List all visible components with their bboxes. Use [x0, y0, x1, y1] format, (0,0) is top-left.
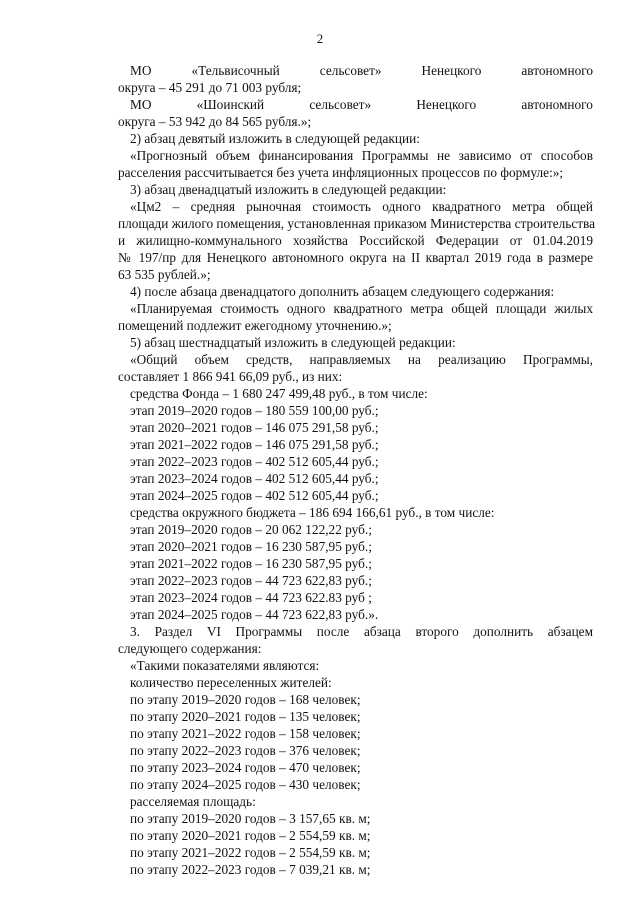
word: «Шоинский [196, 97, 265, 112]
text-line: помещений подлежит ежегодному уточнению.»; [118, 318, 392, 333]
word: МО [130, 63, 152, 78]
text-line: «Цм2 – средняя рыночная стоимость одного квадратного метра общей [130, 199, 593, 214]
text-line [130, 96, 593, 113]
text-line: площади жилого помещения, установленная приказом Министерства строительства [118, 216, 596, 231]
word: автономного [521, 97, 593, 112]
text-line: следующего содержания: [118, 641, 262, 656]
text-line: расселяемая площадь: [130, 794, 256, 809]
text-line: этап 2019–2020 годов – 180 559 100,00 руб.; [130, 403, 379, 418]
text-line: этап 2024–2025 годов – 402 512 605,44 руб.; [130, 488, 379, 503]
text-line: 63 535 рублей.»; [118, 267, 211, 282]
text-line: 2) абзац девятый изложить в следующей редакции: [130, 131, 420, 146]
text-line: составляет 1 866 941 66,09 руб., из них: [118, 369, 343, 384]
text-line: этап 2020–2021 годов – 146 075 291,58 руб.; [130, 420, 379, 435]
text-line: средства Фонда – 1 680 247 499,48 руб., в том числе: [130, 386, 428, 401]
text-line: этап 2023–2024 годов – 402 512 605,44 руб.; [130, 471, 379, 486]
text-line: расселения рассчитывается без учета инфляционных процессов по формуле:»; [118, 165, 564, 180]
text-line: по этапу 2021–2022 годов – 158 человек; [130, 726, 361, 741]
text-line: количество переселенных жителей: [130, 675, 332, 690]
text-line: 4) после абзаца двенадцатого дополнить абзацем следующего содержания: [130, 284, 555, 299]
word: автономного [521, 63, 593, 78]
text-line: по этапу 2024–2025 годов – 430 человек; [130, 777, 361, 792]
word: Ненецкого [421, 63, 482, 78]
text-line: по этапу 2020–2021 годов – 135 человек; [130, 709, 361, 724]
page-number: 2 [316, 31, 324, 46]
text-line: этап 2020–2021 годов – 16 230 587,95 руб.; [130, 539, 372, 554]
text-line: средства окружного бюджета – 186 694 166,61 руб., в том числе: [130, 505, 495, 520]
text-line: 3. Раздел VI Программы после абзаца второго дополнить абзацем [130, 624, 593, 639]
text-line: и жилищно-коммунального хозяйства Российской Федерации от 01.04.2019 [118, 233, 593, 248]
text-line: «Планируемая стоимость одного квадратного метра общей площади жилых [130, 301, 593, 316]
text-line: по этапу 2019–2020 годов – 3 157,65 кв. м; [130, 811, 371, 826]
text-line: «Прогнозный объем финансирования Программы не зависимо от способов [130, 148, 593, 163]
text-line: округа – 45 291 до 71 003 рубля; [118, 80, 302, 95]
word: сельсовет» [309, 97, 372, 112]
text-line: этап 2022–2023 годов – 44 723 622,83 руб.; [130, 573, 372, 588]
word: «Тельвисочный [191, 63, 280, 78]
text-line: этап 2023–2024 годов – 44 723 622.83 руб ; [130, 590, 372, 605]
text-line: этап 2021–2022 годов – 146 075 291,58 руб.; [130, 437, 379, 452]
text-line: этап 2022–2023 годов – 402 512 605,44 руб.; [130, 454, 379, 469]
text-line: по этапу 2021–2022 годов – 2 554,59 кв. м; [130, 845, 371, 860]
text-line: по этапу 2022–2023 годов – 376 человек; [130, 743, 361, 758]
text-line: 3) абзац двенадцатый изложить в следующей редакции: [130, 182, 447, 197]
text-line: № 197/пр для Ненецкого автономного округа на II квартал 2019 года в размере [118, 250, 593, 265]
word: Ненецкого [416, 97, 477, 112]
word: МО [130, 97, 152, 112]
word: сельсовет» [319, 63, 382, 78]
text-line: по этапу 2019–2020 годов – 168 человек; [130, 692, 361, 707]
text-line: «Общий объем средств, направляемых на реализацию Программы, [130, 352, 593, 367]
text-line: этап 2024–2025 годов – 44 723 622,83 руб.». [130, 607, 379, 622]
text-line: этап 2021–2022 годов – 16 230 587,95 руб.; [130, 556, 372, 571]
text-line: по этапу 2023–2024 годов – 470 человек; [130, 760, 361, 775]
text-line: этап 2019–2020 годов – 20 062 122,22 руб.; [130, 522, 372, 537]
text-line [130, 62, 593, 79]
text-line: округа – 53 942 до 84 565 рубля.»; [118, 114, 312, 129]
text-line: по этапу 2022–2023 годов – 7 039,21 кв. м; [130, 862, 371, 877]
text-line: 5) абзац шестнадцатый изложить в следующей редакции: [130, 335, 456, 350]
text-line: «Такими показателями являются: [130, 658, 320, 673]
text-line: по этапу 2020–2021 годов – 2 554,59 кв. м; [130, 828, 371, 843]
